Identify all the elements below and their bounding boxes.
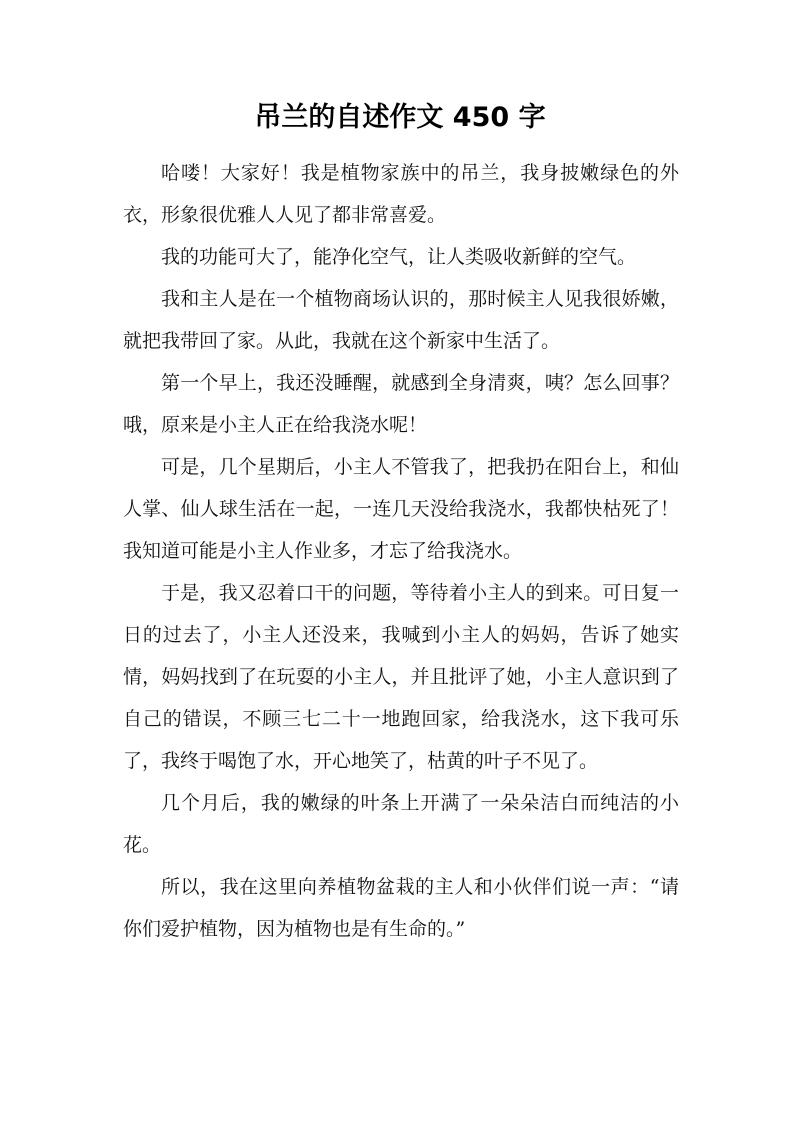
document-title: 吊兰的自述作文 450 字 <box>254 102 546 133</box>
paragraph: 我和主人是在一个植物商场认识的，那时候主人见我很娇嫩，就把我带回了家。从此，我就在这个新家中生活了。 <box>123 288 679 352</box>
paragraph: 第一个早上，我还没睡醒，就感到全身清爽，咦？怎么回事？哦，原来是小主人正在给我浇水呢！ <box>123 372 679 436</box>
document-body <box>123 152 679 950</box>
paragraph: 于是，我又忍着口干的问题，等待着小主人的到来。可日复一日的过去了，小主人还没来，我喊到小主人的妈妈，告诉了她实情，妈妈找到了在玩耍的小主人，并且批评了她，小主人意识到了自己的错误，不顾三七二十一地跑回家，给我浇水，这下我可乐了，我终于喝饱了水，开心地笑了，枯黄的叶子不见了。 <box>123 582 679 772</box>
paragraph: 哈喽！大家好！我是植物家族中的吊兰，我身披嫩绿色的外衣，形象很优雅人人见了都非常喜爱。 <box>123 162 679 226</box>
paragraph: 我的功能可大了，能净化空气，让人类吸收新鲜的空气。 <box>161 246 637 268</box>
paragraph: 所以，我在这里向养植物盆栽的主人和小伙伴们说一声：“请你们爱护植物，因为植物也是有生命的。” <box>123 876 679 940</box>
paragraph: 几个月后，我的嫩绿的叶条上开满了一朵朵洁白而纯洁的小花。 <box>123 792 679 856</box>
paragraph: 可是，几个星期后，小主人不管我了，把我扔在阳台上，和仙人掌、仙人球生活在一起，一连几天没给我浇水，我都快枯死了！我知道可能是小主人作业多，才忘了给我浇水。 <box>123 456 679 562</box>
